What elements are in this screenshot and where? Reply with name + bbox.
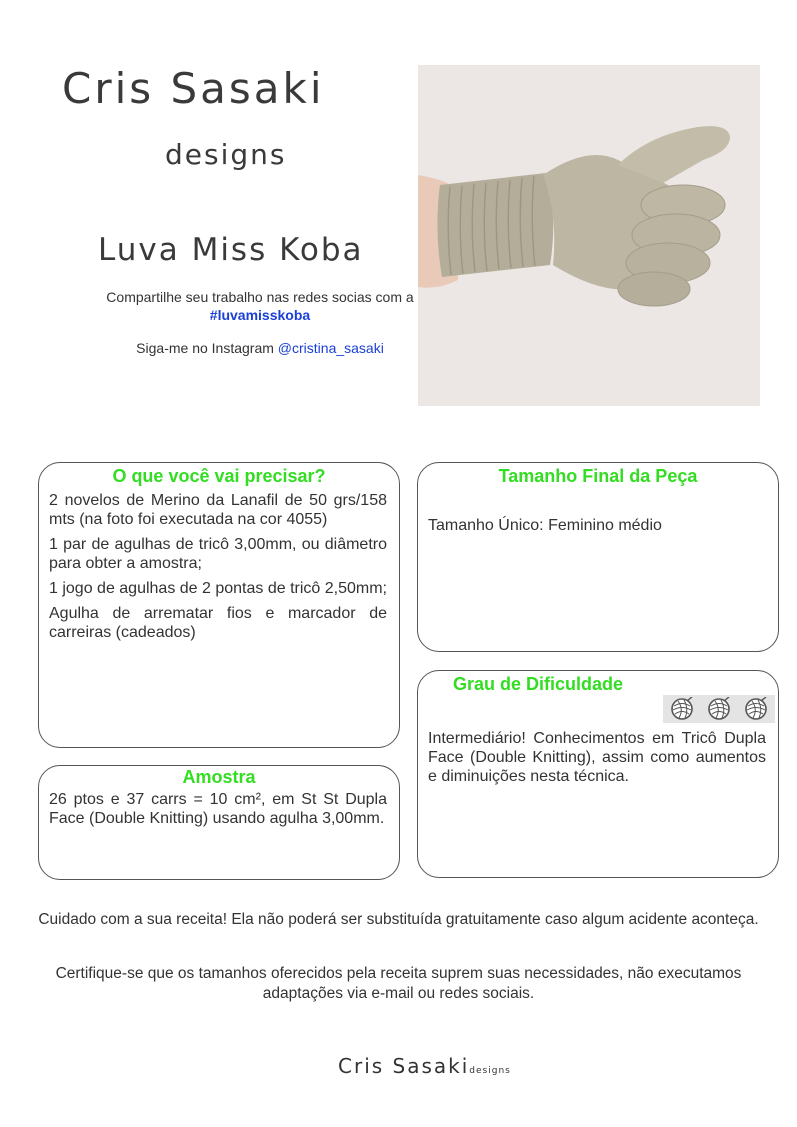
materials-item: 1 par de agulhas de tricô 3,00mm, ou diâmetro para obter a amostra; [49, 536, 387, 572]
size-title: Tamanho Final da Peça [498, 466, 698, 486]
yarn-ball-icon [670, 697, 694, 721]
materials-item: 2 novelos de Merino da Lanafil de 50 grs/158 mts (na foto foi executada na cor 4055) [49, 492, 387, 528]
size-text: Tamanho Único: Feminino médio [428, 517, 662, 534]
gauge-box [38, 765, 400, 880]
hashtag: #luvamisskoba [209, 307, 311, 323]
materials-box [38, 462, 400, 748]
follow-line [40, 340, 480, 356]
materials-item: 1 jogo de agulhas de 2 pontas de tricô 2,50mm; [49, 580, 387, 597]
difficulty-text: Intermediário! Conhecimentos em Tricô Dupla Face (Double Knitting), assim como aumentos e diminuições nesta técnica. [428, 730, 766, 785]
brand-subtitle: designs [165, 138, 287, 171]
footer-brand-name: Cris Sasaki [338, 1054, 470, 1078]
glove-illustration [418, 65, 760, 406]
difficulty-box [417, 670, 779, 878]
gauge-text: 26 ptos e 37 carrs = 10 cm², em St St Dupla Face (Double Knitting) usando agulha 3,00mm. [49, 791, 387, 827]
footer-brand [338, 1054, 511, 1078]
size-box [417, 462, 779, 652]
sizes-note: Certifique-se que os tamanhos oferecidos pela receita suprem suas necessidades, não executamos adaptações via e-mail ou redes sociais. [55, 965, 742, 1002]
yarn-ball-icon [744, 697, 768, 721]
instagram-handle-link[interactable]: @cristina_sasaki [277, 340, 384, 356]
materials-list [49, 491, 387, 648]
warning-note: Cuidado com a sua receita! Ela não poderá ser substituída gratuitamente caso algum acidente aconteça. [38, 911, 759, 928]
materials-title: O que você vai precisar? [112, 466, 326, 486]
follow-prefix: Siga-me no Instagram [136, 340, 278, 356]
footer-brand-sub: designs [469, 1066, 511, 1076]
yarn-ball-icon [707, 697, 731, 721]
gauge-title: Amostra [182, 767, 256, 787]
materials-item: Agulha de arrematar fios e marcador de carreiras (cadeados) [49, 605, 387, 641]
difficulty-rating [663, 695, 775, 723]
brand-logo: Cris Sasaki [62, 64, 325, 113]
glove-photo [418, 65, 760, 406]
share-text: Compartilhe seu trabalho nas redes socias com a [106, 289, 414, 305]
difficulty-title: Grau de Dificuldade [452, 674, 624, 694]
pattern-title: Luva Miss Koba [98, 232, 364, 268]
